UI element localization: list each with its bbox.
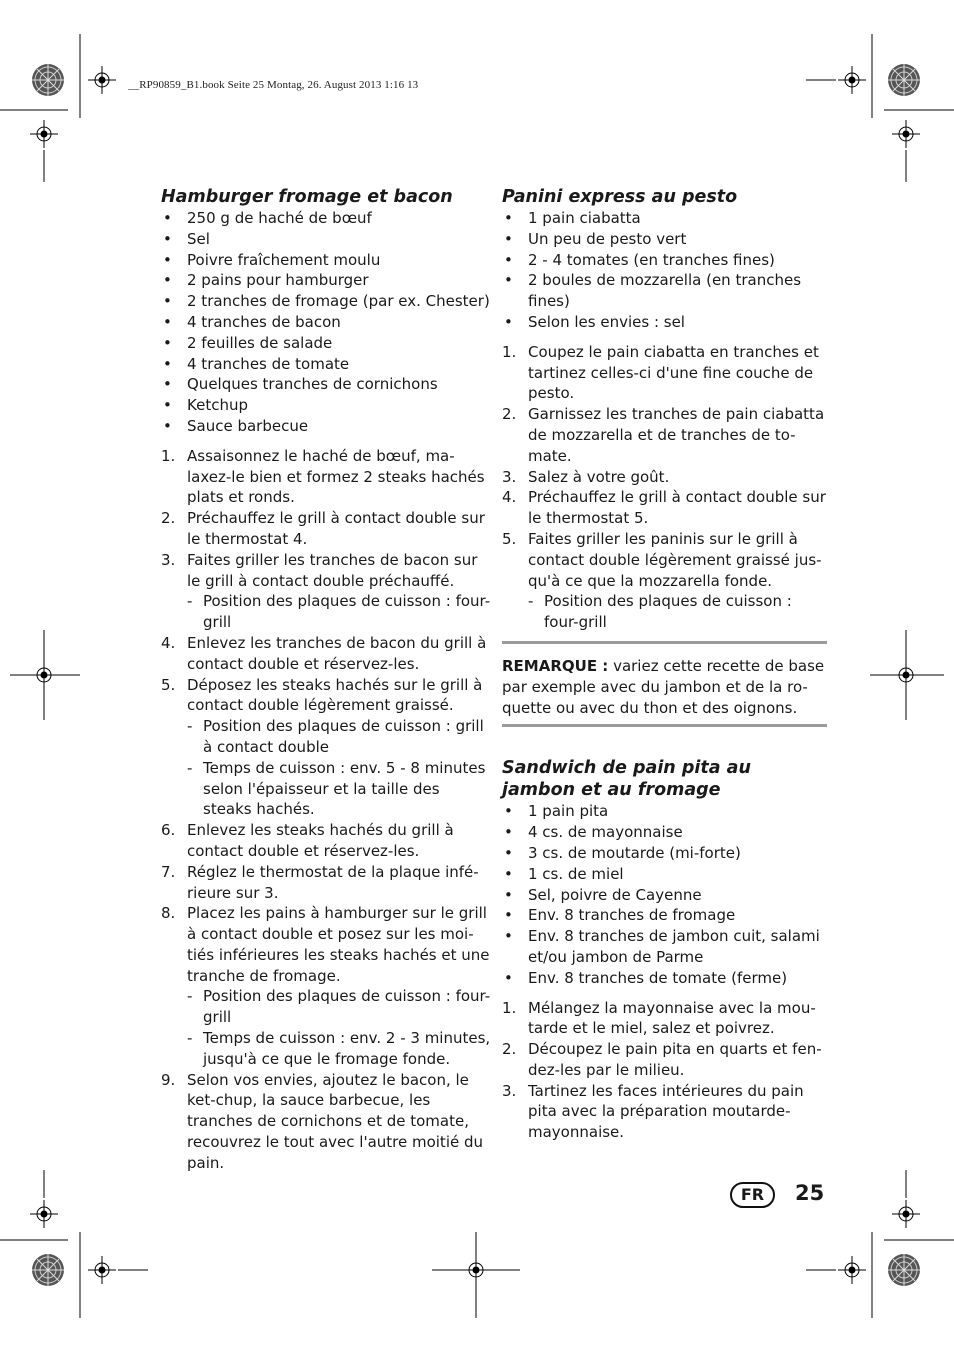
step-item (502, 467, 827, 488)
ingredient-text: Sauce barbecue (187, 416, 309, 435)
ingredient-list (502, 208, 827, 333)
ingredient-text: Env. 8 tranches de fromage (528, 906, 736, 925)
ingredient-item (502, 905, 827, 926)
subitem-text: Position des plaques de cuisson : four-grill (203, 592, 491, 632)
dash: - (187, 717, 193, 736)
bullet: • (163, 271, 172, 290)
print-header: __RP90859_B1.book Seite 25 Montag, 26. August 2013 1:16 13 (128, 79, 419, 91)
step-text: Selon vos envies, ajoutez le bacon, le ket-chup, la sauce barbecue, les tranches de cornichons et de tomate, recouvrez le tout avec l'autre moitié du pain. (187, 1070, 484, 1172)
step-number: 1. (502, 998, 517, 1017)
step-subitem (187, 591, 491, 633)
bullet: • (163, 229, 172, 248)
ingredient-item (161, 250, 491, 271)
ingredient-text: 2 boules de mozzarella (en tranches fines) (528, 271, 802, 311)
subitem-text: Position des plaques de cuisson : grill à contact double (203, 717, 484, 756)
ingredient-item (161, 312, 491, 333)
step-number: 6. (161, 821, 176, 840)
step-number: 3. (161, 550, 176, 569)
bullet: • (163, 396, 172, 415)
step-text: Découpez le pain pita en quarts et fen-dez-les par le milieu. (528, 1040, 822, 1079)
bullet: • (163, 292, 172, 311)
step-text: Faites griller les tranches de bacon sur le grill à contact double préchauffé. (187, 550, 478, 590)
bullet: • (504, 885, 513, 904)
ingredient-text: 3 cs. de moutarde (mi-forte) (528, 843, 741, 862)
bullet: • (504, 968, 513, 987)
bullet: • (504, 927, 513, 946)
ingredient-text: 4 tranches de bacon (187, 312, 341, 331)
subitem-text: Position des plaques de cuisson : four-grill (203, 987, 491, 1027)
subitem-text: Temps de cuisson : env. 2 - 3 minutes, jusqu'à ce que le fromage fonde. (203, 1029, 491, 1068)
step-item (502, 487, 827, 529)
step-subitem (528, 591, 827, 633)
ingredient-text: Quelques tranches de cornichons (187, 375, 438, 394)
ingredient-item (502, 926, 827, 968)
step-item (161, 903, 491, 1069)
step-item (161, 446, 491, 508)
bullet: • (504, 864, 513, 883)
ingredient-text: Env. 8 tranches de tomate (ferme) (528, 968, 788, 987)
ingredient-item (161, 416, 491, 437)
step-number: 5. (161, 675, 176, 694)
dash: - (187, 758, 193, 777)
step-number: 3. (502, 467, 517, 486)
subitem-text: Position des plaques de cuisson : four-grill (544, 592, 792, 632)
step-list (502, 998, 827, 1144)
step-item (502, 1039, 827, 1081)
dash: - (187, 1029, 193, 1048)
step-item (161, 820, 491, 862)
bullet: • (163, 312, 172, 331)
step-subitem (187, 1028, 491, 1070)
step-number: 1. (502, 342, 517, 361)
bullet: • (163, 375, 172, 394)
bullet: • (504, 209, 513, 227)
step-item (161, 508, 491, 550)
remark-text: variez cette recette de base par exemple avec du jambon et de la ro-quette ou avec du thon et des oignons. (502, 656, 825, 717)
page-number: 25 (795, 1181, 825, 1205)
dash: - (187, 592, 193, 611)
ingredient-text: Poivre fraîchement moulu (187, 250, 381, 269)
ingredient-text: Sel (187, 229, 210, 248)
bullet: • (504, 229, 513, 248)
step-item (502, 342, 827, 404)
bullet: • (163, 416, 172, 435)
ingredient-item (161, 229, 491, 250)
ingredient-item (502, 822, 827, 843)
step-text: Enlevez les steaks hachés du grill à contact double et réservez-les. (187, 821, 454, 860)
ingredient-item (502, 229, 827, 250)
step-text: Garnissez les tranches de pain ciabatta de mozzarella et de tranches de to-mate. (528, 405, 825, 465)
ingredient-text: 2 - 4 tomates (en tranches fines) (528, 250, 775, 269)
bullet: • (504, 823, 513, 842)
ingredient-item (161, 395, 491, 416)
ingredient-item (502, 864, 827, 885)
step-text: Faites griller les paninis sur le grill à contact double légèrement graissé jus-qu'à ce que la mozzarella fonde. (528, 529, 822, 590)
step-list (161, 446, 491, 1174)
step-number: 4. (502, 488, 517, 507)
ingredient-item (502, 801, 827, 822)
ingredient-item (502, 968, 827, 989)
step-item (161, 1070, 491, 1174)
step-text: Coupez le pain ciabatta en tranches et tartinez celles-ci d'une fine couche de pesto. (528, 342, 819, 403)
step-number: 3. (502, 1081, 517, 1100)
ingredient-item (502, 885, 827, 906)
step-number: 4. (161, 633, 176, 652)
bullet: • (504, 250, 513, 269)
step-text: Tartinez les faces intérieures du pain pita avec la préparation moutarde-mayonnaise. (528, 1081, 804, 1142)
ingredient-item (502, 208, 827, 229)
step-text: Mélangez la mayonnaise avec la mou-tarde et le miel, salez et poivrez. (528, 998, 816, 1038)
subitem-text: Temps de cuisson : env. 5 - 8 minutes selon l'épaisseur et la taille des steaks hachés. (203, 758, 486, 819)
step-list (502, 342, 827, 633)
left-column (161, 186, 491, 1174)
ingredient-list (161, 208, 491, 437)
right-column (502, 186, 827, 1143)
step-number: 2. (502, 1040, 517, 1059)
bullet: • (163, 209, 172, 227)
step-item (161, 633, 491, 675)
bullet: • (504, 906, 513, 925)
step-subitem (187, 758, 491, 820)
step-item (161, 550, 491, 633)
ingredient-item (161, 374, 491, 395)
ingredient-text: 4 cs. de mayonnaise (528, 823, 683, 842)
step-number: 8. (161, 904, 176, 923)
step-text: Préchauffez le grill à contact double sur le thermostat 5. (528, 488, 826, 528)
step-text: Salez à votre goût. (528, 467, 670, 486)
remark-label: REMARQUE : (502, 656, 609, 675)
ingredient-item (502, 312, 827, 333)
step-text: Déposez les steaks hachés sur le grill à contact double légèrement graissé. (187, 675, 483, 715)
ingredient-item (502, 250, 827, 271)
step-item (502, 1081, 827, 1143)
step-text: Réglez le thermostat de la plaque infé-rieure sur 3. (187, 862, 479, 902)
ingredient-text: Selon les envies : sel (528, 312, 685, 331)
ingredient-text: 2 feuilles de salade (187, 333, 333, 352)
language-badge: FR (730, 1182, 775, 1208)
ingredient-item (161, 291, 491, 312)
remark-box (502, 641, 827, 727)
step-number: 2. (161, 509, 176, 528)
recipe-title-panini: Panini express au pesto (502, 187, 738, 207)
bullet: • (504, 312, 513, 331)
ingredient-text: 1 pain pita (528, 802, 609, 821)
ingredient-text: 2 tranches de fromage (par ex. Chester) (187, 292, 490, 311)
ingredient-text: 1 cs. de miel (528, 864, 624, 883)
bullet: • (163, 333, 172, 352)
bullet: • (163, 354, 172, 373)
ingredient-list (502, 801, 827, 988)
ingredient-text: 1 pain ciabatta (528, 209, 641, 227)
step-number: 9. (161, 1070, 176, 1089)
step-number: 7. (161, 862, 176, 881)
step-item (502, 404, 827, 466)
ingredient-text: Ketchup (187, 396, 248, 415)
ingredient-item (161, 270, 491, 291)
bullet: • (504, 802, 513, 821)
step-text: Préchauffez le grill à contact double sur le thermostat 4. (187, 509, 485, 548)
recipe-title-pita: Sandwich de pain pita au jambon et au fromage (502, 758, 751, 801)
dash: - (187, 987, 193, 1006)
step-number: 2. (502, 405, 517, 424)
ingredient-item (502, 270, 827, 312)
ingredient-item (161, 333, 491, 354)
ingredient-text: 2 pains pour hamburger (187, 271, 369, 290)
ingredient-text: Un peu de pesto vert (528, 229, 687, 248)
ingredient-text: 250 g de haché de bœuf (187, 209, 372, 227)
ingredient-text: Env. 8 tranches de jambon cuit, salami et/ou jambon de Parme (528, 927, 820, 966)
step-text: Placez les pains à hamburger sur le grill à contact double et posez sur les moi-tiés inférieures les steaks hachés et une tranche de fromage. (187, 904, 490, 985)
step-item (502, 998, 827, 1040)
ingredient-text: 4 tranches de tomate (187, 354, 350, 373)
step-text: Assaisonnez le haché de bœuf, ma-laxez-le bien et formez 2 steaks hachés plats et ronds. (187, 446, 485, 507)
ingredient-item (161, 354, 491, 375)
dash: - (528, 592, 534, 611)
step-text: Enlevez les tranches de bacon du grill à contact double et réservez-les. (187, 633, 487, 673)
step-item (161, 862, 491, 904)
bullet: • (163, 250, 172, 269)
step-item (161, 675, 491, 821)
step-subitem (187, 986, 491, 1028)
step-number: 5. (502, 529, 517, 548)
bullet: • (504, 843, 513, 862)
step-number: 1. (161, 446, 176, 465)
ingredient-item (502, 843, 827, 864)
ingredient-text: Sel, poivre de Cayenne (528, 885, 702, 904)
step-subitem (187, 716, 491, 758)
recipe-title-hamburger: Hamburger fromage et bacon (161, 187, 453, 207)
bullet: • (504, 271, 513, 290)
ingredient-item (161, 208, 491, 229)
step-item (502, 529, 827, 633)
